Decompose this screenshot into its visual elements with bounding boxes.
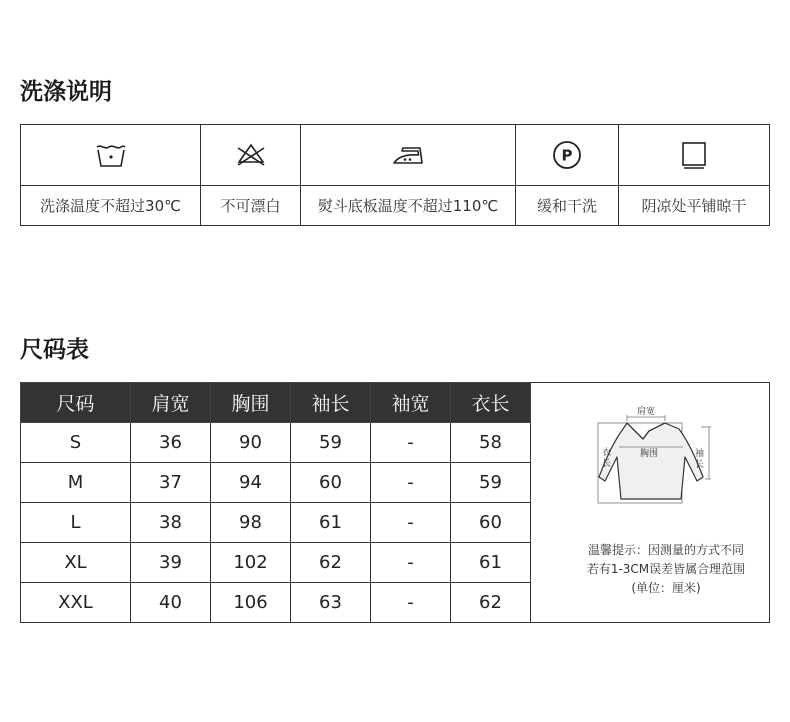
dry-clean-p-icon — [551, 140, 583, 170]
sleeve-width-cell: - — [371, 503, 451, 543]
svg-text:P: P — [561, 146, 573, 165]
size-diagram-cell — [531, 383, 770, 623]
size-cell: M — [21, 463, 131, 503]
no-bleach-icon — [235, 142, 267, 168]
tip-line: 温馨提示：因测量的方式不同 — [587, 543, 744, 557]
header-size: 尺码 — [21, 383, 131, 423]
sleeve-length-cell: 62 — [291, 543, 371, 583]
measurement-tip — [566, 541, 766, 598]
dry-flat-shade-icon — [679, 140, 709, 170]
sleeve-width-cell: - — [371, 543, 451, 583]
care-label: 阴凉处平铺晾干 — [619, 186, 770, 226]
header-sleeve-length: 袖长 — [291, 383, 371, 423]
sleeve-length-cell: 60 — [291, 463, 371, 503]
diagram-shoulder-label: 肩宽 — [636, 407, 656, 417]
care-icon-cell — [201, 125, 301, 186]
size-cell: XL — [21, 543, 131, 583]
sleeve-length-cell: 59 — [291, 423, 371, 463]
tip-line: 若有1-3CM误差皆属合理范围 — [586, 562, 746, 576]
length-cell: 61 — [451, 543, 531, 583]
care-icon-cell — [619, 125, 770, 186]
diagram-sleeve-label-1: 袖 — [695, 449, 705, 459]
diagram-chest-label: 胸围 — [639, 449, 659, 459]
chest-cell: 94 — [211, 463, 291, 503]
shoulder-cell: 36 — [131, 423, 211, 463]
care-icon-cell — [301, 125, 516, 186]
sleeve-length-cell: 63 — [291, 583, 371, 623]
header-shoulder: 肩宽 — [131, 383, 211, 423]
size-table — [20, 382, 770, 623]
care-label: 缓和干洗 — [516, 186, 619, 226]
chest-cell: 102 — [211, 543, 291, 583]
care-label: 熨斗底板温度不超过110℃ — [301, 186, 516, 226]
size-cell: XXL — [21, 583, 131, 623]
length-cell: 59 — [451, 463, 531, 503]
size-header-row — [21, 383, 770, 423]
care-label: 不可漂白 — [201, 186, 301, 226]
care-label: 洗涤温度不超过30℃ — [21, 186, 201, 226]
sleeve-width-cell: - — [371, 583, 451, 623]
sleeve-width-cell: - — [371, 463, 451, 503]
length-cell: 62 — [451, 583, 531, 623]
shoulder-cell: 38 — [131, 503, 211, 543]
care-icon-cell — [516, 125, 619, 186]
sleeve-length-cell: 61 — [291, 503, 371, 543]
care-title: 洗涤说明 — [20, 79, 112, 105]
diagram-length-label-2: 长 — [602, 459, 612, 469]
garment-diagram — [591, 405, 711, 505]
header-sleeve-width: 袖宽 — [371, 383, 451, 423]
care-icon-cell — [21, 125, 201, 186]
chest-cell: 106 — [211, 583, 291, 623]
length-cell: 60 — [451, 503, 531, 543]
header-length: 衣长 — [451, 383, 531, 423]
diagram-sleeve-label-2: 长 — [695, 460, 705, 470]
size-cell: L — [21, 503, 131, 543]
shoulder-cell: 40 — [131, 583, 211, 623]
tip-line: (单位：厘米) — [631, 581, 701, 595]
chest-cell: 90 — [211, 423, 291, 463]
shoulder-cell: 39 — [131, 543, 211, 583]
iron-low-icon — [391, 142, 425, 168]
sleeve-width-cell: - — [371, 423, 451, 463]
length-cell: 58 — [451, 423, 531, 463]
size-cell: S — [21, 423, 131, 463]
wash-30-icon — [95, 142, 127, 168]
shoulder-cell: 37 — [131, 463, 211, 503]
care-table — [20, 124, 770, 226]
chest-cell: 98 — [211, 503, 291, 543]
header-chest: 胸围 — [211, 383, 291, 423]
size-title: 尺码表 — [20, 337, 89, 363]
diagram-length-label-1: 衣 — [602, 448, 612, 458]
